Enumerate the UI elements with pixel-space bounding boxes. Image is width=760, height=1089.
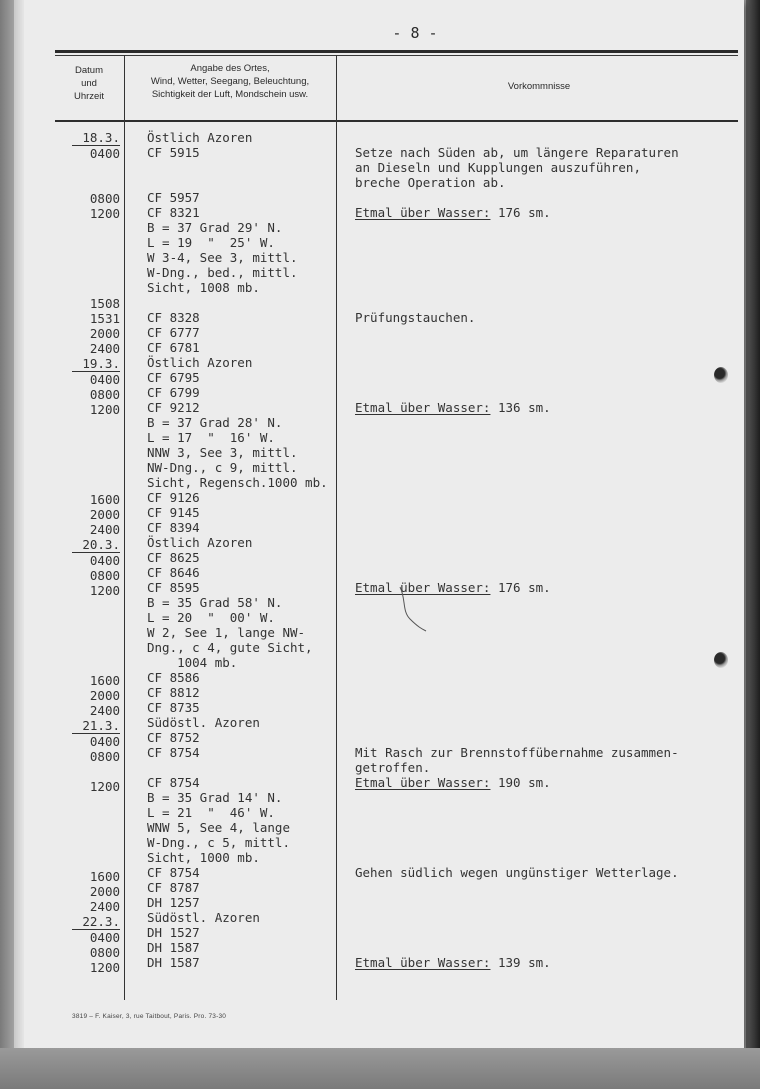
- log-time: [72, 809, 120, 824]
- log-time: 2400: [89, 899, 120, 914]
- event-line: [355, 475, 740, 490]
- log-time: [72, 598, 120, 613]
- location-entry: CF 8625: [147, 550, 200, 565]
- log-time: [72, 176, 120, 191]
- event-line: [355, 700, 740, 715]
- event-text: getroffen.: [355, 760, 431, 775]
- table-top-rule: [55, 50, 738, 53]
- location-entry: Östlich Azoren: [147, 130, 253, 145]
- log-time: 0400: [89, 734, 120, 749]
- event-line: [355, 445, 740, 460]
- column-divider-1: [124, 55, 125, 1000]
- daily-run-value: 190 sm.: [490, 775, 551, 790]
- event-line: [355, 340, 740, 355]
- header-events: [340, 80, 738, 93]
- event-line: [355, 490, 740, 505]
- event-text: an Dieseln und Kupplungen auszuführen,: [355, 160, 641, 175]
- events-column: [355, 130, 740, 970]
- event-line: [355, 715, 740, 730]
- pencil-mark-icon: [398, 585, 428, 633]
- log-time: 1200: [89, 960, 120, 975]
- time-column: [72, 130, 122, 975]
- event-line: [355, 790, 740, 805]
- location-entry: DH 1587: [147, 955, 200, 970]
- event-line: [355, 730, 740, 745]
- event-line: [355, 805, 740, 820]
- header-events-label: Vorkommnisse: [507, 81, 571, 92]
- location-entry: [147, 295, 377, 310]
- scan-backdrop-right: [746, 0, 760, 1089]
- log-date: 20.3.: [72, 537, 120, 553]
- event-line: [355, 865, 740, 880]
- location-entry: CF 8754: [147, 775, 200, 790]
- location-entry: W 3-4, See 3, mittl.: [147, 250, 298, 265]
- log-time: [72, 824, 120, 839]
- log-time: 2400: [89, 341, 120, 356]
- daily-run-label: Etmal über Wasser:: [355, 580, 491, 595]
- location-entry: CF 8752: [147, 730, 200, 745]
- location-entry: [147, 175, 377, 190]
- log-time: [72, 251, 120, 266]
- log-time: [72, 266, 120, 281]
- location-entry: W-Dng., c 5, mittl.: [147, 835, 290, 850]
- event-text: Gehen südlich wegen ungünstiger Wetterlage.: [355, 865, 679, 880]
- event-line: [355, 220, 740, 235]
- punch-hole-icon: [714, 367, 728, 383]
- location-entry: CF 8646: [147, 565, 200, 580]
- event-line: [355, 505, 740, 520]
- daily-run-value: 139 sm.: [490, 955, 551, 970]
- daily-run-label: Etmal über Wasser:: [355, 775, 491, 790]
- location-entry: Südöstl. Azoren: [147, 910, 260, 925]
- event-line: [355, 565, 740, 580]
- log-time: 0400: [89, 146, 120, 161]
- location-entry: DH 1257: [147, 895, 200, 910]
- location-entry: NNW 3, See 3, mittl.: [147, 445, 298, 460]
- daily-run-label: Etmal über Wasser:: [355, 205, 491, 220]
- location-entry: Südöstl. Azoren: [147, 715, 260, 730]
- log-time: 0800: [89, 945, 120, 960]
- log-time: [72, 447, 120, 462]
- event-line: [355, 670, 740, 685]
- header-time-line: Uhrzeit: [73, 91, 105, 102]
- location-entry: CF 8586: [147, 670, 200, 685]
- location-entry: CF 6799: [147, 385, 200, 400]
- event-line: [355, 355, 740, 370]
- event-line: [355, 130, 740, 145]
- log-time: 1600: [89, 869, 120, 884]
- event-line: [355, 190, 740, 205]
- log-time: 1508: [89, 296, 120, 311]
- log-time: 1200: [89, 779, 120, 794]
- event-line: [355, 385, 740, 400]
- header-and-line: und: [81, 78, 97, 89]
- event-line: [355, 325, 740, 340]
- punch-hole-icon: [714, 652, 728, 668]
- location-entry: CF 8754: [147, 745, 200, 760]
- log-time: 0400: [89, 930, 120, 945]
- event-line: [355, 940, 740, 955]
- log-date: 21.3.: [72, 718, 120, 734]
- event-line: [355, 235, 740, 250]
- location-entry: [147, 160, 377, 175]
- printer-imprint: 3819 – F. Kaiser, 3, rue Taitbout, Paris. Pro. 73-30: [72, 1013, 227, 1020]
- location-entry: CF 5915: [147, 145, 200, 160]
- event-line: [355, 895, 740, 910]
- log-date: 18.3.: [72, 130, 120, 146]
- event-line: [355, 145, 740, 160]
- location-entry: CF 9145: [147, 505, 200, 520]
- log-time: 1200: [89, 402, 120, 417]
- event-line: [355, 250, 740, 265]
- event-line: [355, 775, 740, 790]
- location-entry: CF 9212: [147, 400, 200, 415]
- log-time: [72, 613, 120, 628]
- log-time: 2000: [89, 884, 120, 899]
- location-entry: CF 6795: [147, 370, 200, 385]
- log-time: 0800: [89, 568, 120, 583]
- location-entry: Sicht, 1000 mb.: [147, 850, 260, 865]
- location-entry: CF 8595: [147, 580, 200, 595]
- event-line: [355, 265, 740, 280]
- log-time: 1200: [89, 206, 120, 221]
- event-line: [355, 520, 740, 535]
- location-entry: W 2, See 1, lange NW-: [147, 625, 306, 640]
- location-entry: B = 35 Grad 58' N.: [147, 595, 283, 610]
- log-time: [72, 628, 120, 643]
- location-entry: CF 8321: [147, 205, 200, 220]
- event-line: [355, 850, 740, 865]
- log-time: [72, 161, 120, 176]
- event-line: [355, 295, 740, 310]
- log-time: [72, 221, 120, 236]
- header-date-line: Datum: [75, 65, 103, 76]
- page-edge: [14, 0, 24, 1048]
- table-top-rule-thin: [55, 55, 738, 56]
- location-entry: WNW 5, See 4, lange: [147, 820, 290, 835]
- event-text: Prüfungstauchen.: [355, 310, 476, 325]
- log-time: 0800: [89, 191, 120, 206]
- location-entry: CF 9126: [147, 490, 200, 505]
- daily-run-value: 136 sm.: [490, 400, 551, 415]
- log-time: 1531: [89, 311, 120, 326]
- event-line: [355, 655, 740, 670]
- location-entry: Östlich Azoren: [147, 535, 253, 550]
- scan-backdrop-bottom: [0, 1048, 760, 1089]
- location-entry: CF 8394: [147, 520, 200, 535]
- header-location-line-3: Sichtigkeit der Luft, Mondschein usw.: [151, 89, 309, 100]
- log-time: 0800: [89, 749, 120, 764]
- log-time: 2000: [89, 507, 120, 522]
- log-time: [72, 839, 120, 854]
- event-line: [355, 835, 740, 850]
- location-entry: L = 17 " 16' W.: [147, 430, 275, 445]
- log-time: 1600: [89, 673, 120, 688]
- event-line: [355, 310, 740, 325]
- log-time: 2400: [89, 703, 120, 718]
- event-line: [355, 535, 740, 550]
- event-line: [355, 820, 740, 835]
- log-time: [72, 281, 120, 296]
- location-entry: Dng., c 4, gute Sicht,: [147, 640, 313, 655]
- location-entry: B = 35 Grad 14' N.: [147, 790, 283, 805]
- log-time: 2000: [89, 326, 120, 341]
- location-entry: CF 8328: [147, 310, 200, 325]
- event-text: Setze nach Süden ab, um längere Reparaturen: [355, 145, 679, 160]
- location-entry: [147, 760, 377, 775]
- log-time: [72, 643, 120, 658]
- log-time: 1200: [89, 583, 120, 598]
- table-header-rule: [55, 120, 738, 122]
- location-entry: W-Dng., bed., mittl.: [147, 265, 298, 280]
- location-entry: CF 8812: [147, 685, 200, 700]
- location-entry: Sicht, 1008 mb.: [147, 280, 260, 295]
- event-line: [355, 460, 740, 475]
- location-entry: DH 1587: [147, 940, 200, 955]
- log-time: 2400: [89, 522, 120, 537]
- log-time: [72, 477, 120, 492]
- header-date-time: [56, 64, 122, 103]
- location-entry: Östlich Azoren: [147, 355, 253, 370]
- location-entry: DH 1527: [147, 925, 200, 940]
- event-line: [355, 175, 740, 190]
- location-entry: B = 37 Grad 29' N.: [147, 220, 283, 235]
- log-time: [72, 236, 120, 251]
- event-line: [355, 370, 740, 385]
- event-text: Mit Rasch zur Brennstoffübernahme zusammen-: [355, 745, 679, 760]
- header-location-weather: [126, 62, 334, 101]
- event-line: [355, 760, 740, 775]
- log-time: [72, 794, 120, 809]
- log-time: 1600: [89, 492, 120, 507]
- location-entry: CF 5957: [147, 190, 200, 205]
- event-line: [355, 640, 740, 655]
- log-date: 22.3.: [72, 914, 120, 930]
- location-entry: CF 8754: [147, 865, 200, 880]
- event-text: breche Operation ab.: [355, 175, 506, 190]
- log-time: [72, 462, 120, 477]
- event-line: [355, 415, 740, 430]
- log-time: 2000: [89, 688, 120, 703]
- daily-run-label: Etmal über Wasser:: [355, 400, 491, 415]
- location-entry: 1004 mb.: [147, 655, 238, 670]
- location-entry: CF 6781: [147, 340, 200, 355]
- event-line: [355, 550, 740, 565]
- event-line: [355, 400, 740, 415]
- daily-run-label: Etmal über Wasser:: [355, 955, 491, 970]
- location-entry: CF 6777: [147, 325, 200, 340]
- daily-run-value: 176 sm.: [490, 580, 551, 595]
- location-entry: L = 21 " 46' W.: [147, 805, 275, 820]
- event-line: [355, 910, 740, 925]
- location-entry: NW-Dng., c 9, mittl.: [147, 460, 298, 475]
- log-time: [72, 432, 120, 447]
- event-line: [355, 685, 740, 700]
- location-entry: Sicht, Regensch.1000 mb.: [147, 475, 328, 490]
- event-line: [355, 925, 740, 940]
- log-time: [72, 658, 120, 673]
- daily-run-value: 176 sm.: [490, 205, 551, 220]
- log-time: 0400: [89, 372, 120, 387]
- location-entry: B = 37 Grad 28' N.: [147, 415, 283, 430]
- log-time: [72, 417, 120, 432]
- log-time: [72, 764, 120, 779]
- location-entry: L = 19 " 25' W.: [147, 235, 275, 250]
- log-time: [72, 854, 120, 869]
- location-entry: CF 8787: [147, 880, 200, 895]
- header-location-line-2: Wind, Wetter, Seegang, Beleuchtung,: [150, 76, 310, 87]
- event-line: [355, 280, 740, 295]
- header-location-line-1: Angabe des Ortes,: [190, 63, 270, 74]
- log-time: 0400: [89, 553, 120, 568]
- location-entry: L = 20 " 00' W.: [147, 610, 275, 625]
- event-line: [355, 955, 740, 970]
- event-line: [355, 205, 740, 220]
- page-number: - 8 -: [392, 24, 438, 42]
- location-entry: CF 8735: [147, 700, 200, 715]
- event-line: [355, 745, 740, 760]
- log-time: 0800: [89, 387, 120, 402]
- log-date: 19.3.: [72, 356, 120, 372]
- event-line: [355, 430, 740, 445]
- event-line: [355, 160, 740, 175]
- event-line: [355, 880, 740, 895]
- location-column: [147, 130, 377, 970]
